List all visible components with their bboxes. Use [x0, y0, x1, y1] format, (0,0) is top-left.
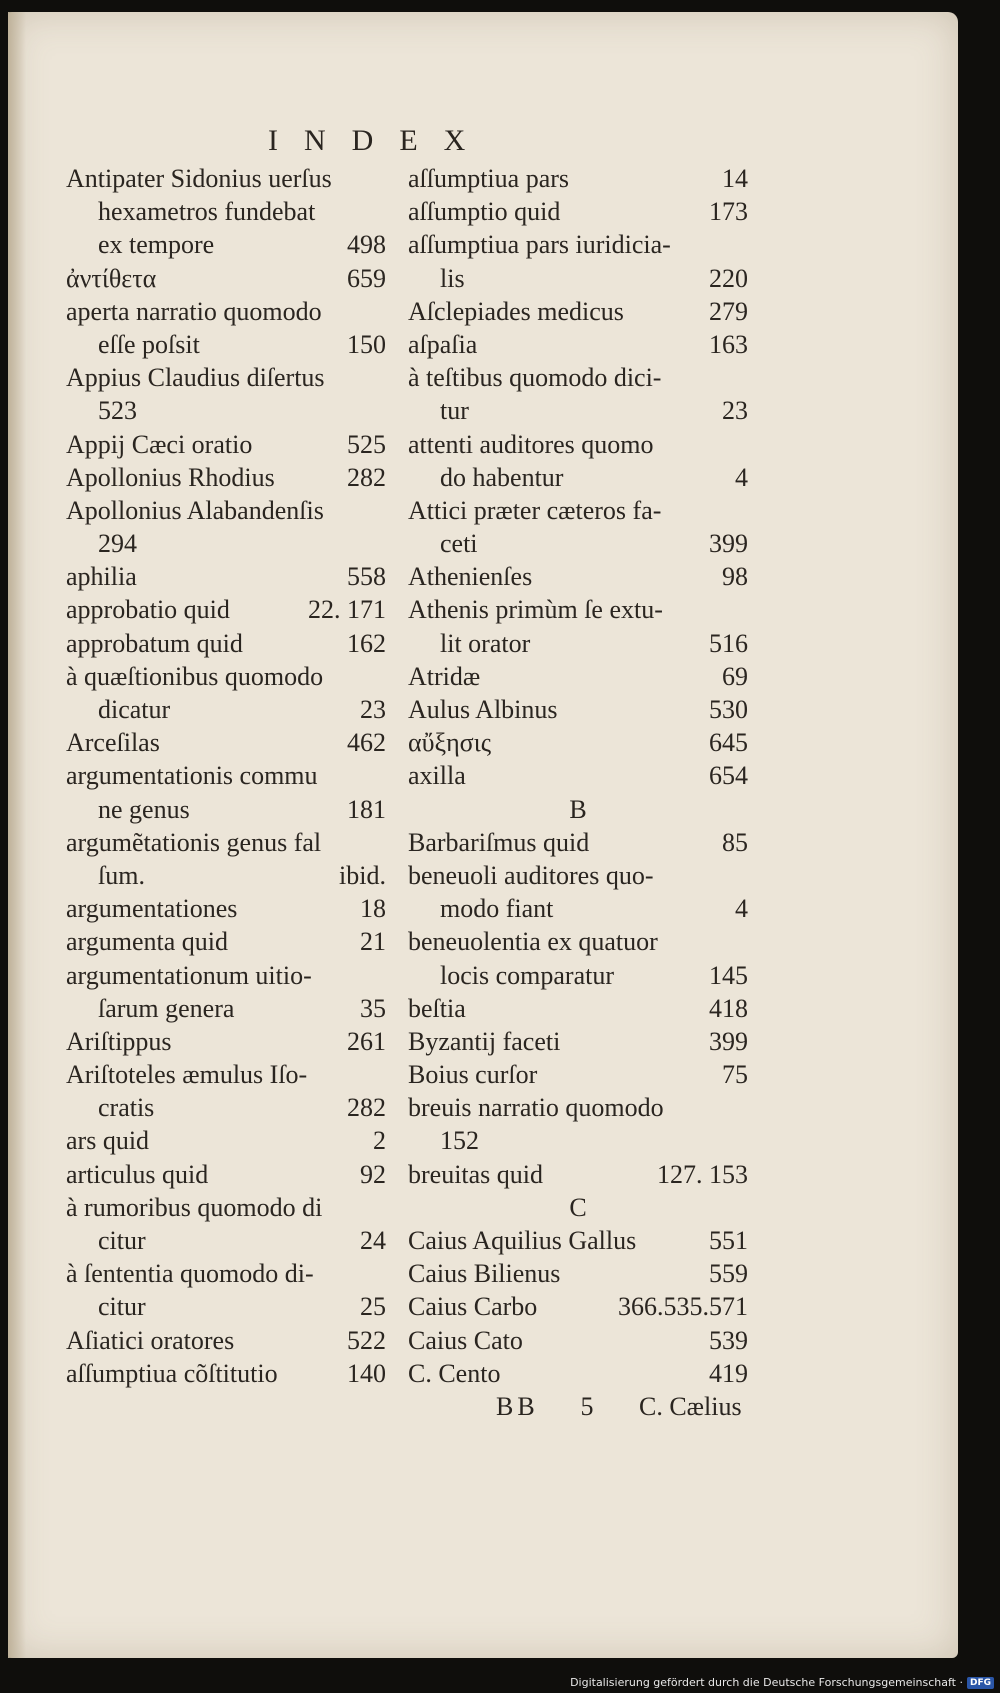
entry-page-number: 2: [373, 1126, 386, 1156]
entry-text: 152: [440, 1126, 479, 1156]
entry-page-number: 92: [360, 1159, 386, 1189]
index-entry: [408, 527, 748, 560]
entry-page-number: 163: [709, 329, 748, 359]
index-entry: [408, 1290, 748, 1323]
entry-text: axilla: [408, 761, 466, 791]
index-entry: [408, 1124, 748, 1157]
entry-page-number: 18: [360, 894, 386, 924]
index-entry: [408, 1224, 748, 1257]
entry-text: articulus quid: [66, 1159, 209, 1189]
index-entry: [408, 859, 748, 892]
index-entry: [66, 1091, 386, 1124]
index-entry: [66, 1290, 386, 1323]
entry-page-number: 530: [709, 695, 748, 724]
index-entry: [66, 759, 386, 792]
entry-text: ἀντίθετα: [66, 263, 157, 293]
entry-text: ſarum genera: [98, 993, 235, 1023]
index-entry: [408, 1324, 748, 1357]
entry-text: approbatio quid: [66, 595, 230, 625]
entry-page-number: 399: [709, 529, 748, 559]
entry-page-number: 220: [709, 263, 748, 293]
index-entry: [66, 162, 386, 195]
entry-text: breuitas quid: [408, 1159, 544, 1189]
index-entry: [408, 1025, 748, 1058]
entry-page-number: 98: [722, 562, 748, 592]
entry-text: à rumoribus quomodo di: [66, 1192, 323, 1222]
index-entry: [66, 328, 386, 361]
entry-page-number: 282: [347, 462, 386, 492]
entry-page-number: 127. 153: [657, 1159, 748, 1189]
entry-text: cratis: [98, 1093, 155, 1123]
entry-text: modo fiant: [440, 894, 554, 924]
page-header: INDEX: [268, 124, 492, 157]
book-page: [8, 12, 958, 1658]
index-entry: [408, 461, 748, 494]
entry-text: aſſumptiua pars: [408, 164, 570, 193]
index-entry: [66, 494, 386, 527]
entry-page-number: 25: [360, 1292, 386, 1322]
entry-page-number: 558: [347, 562, 386, 592]
entry-text: Athenis primùm ſe extu-: [408, 595, 663, 625]
entry-page-number: 173: [709, 197, 748, 227]
entry-page-number: 418: [709, 993, 748, 1023]
index-entry: [408, 1257, 748, 1290]
entry-text: Athenienſes: [408, 562, 533, 592]
entry-text: Aulus Albinus: [408, 695, 558, 724]
entry-text: aſſumptiua cõſtitutio: [66, 1358, 278, 1388]
entry-page-number: 75: [722, 1060, 748, 1090]
entry-text: ex tempore: [98, 230, 215, 260]
entry-text: argumentationes: [66, 894, 238, 924]
index-entry: [408, 494, 748, 527]
index-entry: [66, 1124, 386, 1157]
entry-page-number: 85: [722, 827, 748, 857]
entry-text: do habentur: [440, 462, 564, 492]
index-entry: [408, 826, 748, 859]
entry-text: à teſtibus quomodo dici-: [408, 363, 662, 393]
index-entry: [66, 461, 386, 494]
entry-page-number: 654: [709, 761, 748, 791]
entry-page-number: 516: [709, 628, 748, 658]
entry-text: aſſumptio quid: [408, 197, 561, 227]
index-entry: [408, 361, 748, 394]
entry-text: Ariſtoteles æmulus Iſo-: [66, 1060, 308, 1090]
index-column-right: [408, 162, 748, 1390]
index-entry: [66, 428, 386, 461]
index-entry: [66, 1191, 386, 1224]
entry-page-number: 14: [722, 164, 748, 193]
entry-text: Antipater Sidonius uerſus: [66, 164, 332, 193]
entry-text: C. Cento: [408, 1358, 501, 1388]
index-entry: [408, 1091, 748, 1124]
entry-text: Appij Cæci oratio: [66, 429, 253, 459]
page-gutter-shadow: [8, 12, 26, 1658]
entry-text: Appius Claudius diſertus: [66, 363, 325, 393]
index-entry: [408, 394, 748, 427]
index-entry: [408, 925, 748, 958]
entry-page-number: 181: [347, 794, 386, 824]
entry-page-number: 551: [709, 1226, 748, 1255]
entry-page-number: 399: [709, 1026, 748, 1056]
index-entry: [408, 992, 748, 1025]
index-entry: [66, 660, 386, 693]
index-entry: [66, 527, 386, 560]
index-entry: [408, 892, 748, 925]
index-entry: [408, 759, 748, 792]
entry-page-number: 539: [709, 1325, 748, 1355]
index-entry: [66, 726, 386, 759]
entry-text: ceti: [440, 529, 478, 559]
entry-text: ſum.: [98, 860, 145, 890]
entry-text: approbatum quid: [66, 628, 243, 658]
entry-text: beneuoli auditores quo-: [408, 860, 654, 890]
index-entry: [66, 228, 386, 261]
index-entry: [408, 295, 748, 328]
entry-text: C: [569, 1192, 587, 1222]
entry-page-number: 4: [735, 462, 748, 492]
catchword: C. Cælius: [639, 1392, 742, 1421]
entry-page-number: 498: [347, 230, 386, 260]
index-entry: [66, 262, 386, 295]
entry-text: beſtia: [408, 993, 466, 1023]
entry-page-number: 659: [347, 263, 386, 293]
entry-text: aſpaſia: [408, 329, 478, 359]
index-entry: [66, 394, 386, 427]
index-entry: [66, 1357, 386, 1390]
entry-text: eſſe poſsit: [98, 329, 200, 359]
entry-text: argumentationum uitio-: [66, 960, 312, 990]
digitization-credit: [570, 1676, 994, 1689]
entry-text: à ſententia quomodo di-: [66, 1259, 314, 1289]
index-entry: [408, 593, 748, 626]
entry-page-number: 23: [722, 396, 748, 426]
signature-mark: BB: [496, 1392, 539, 1421]
page-footer: [496, 1392, 746, 1422]
entry-text: B: [569, 794, 587, 824]
dfg-logo-icon: DFG: [967, 1677, 994, 1689]
entry-text: dicatur: [98, 695, 171, 724]
index-entry: [66, 1158, 386, 1191]
entry-text: Aſiatici oratores: [66, 1325, 235, 1355]
index-entry: [408, 726, 748, 759]
index-entry: [66, 826, 386, 859]
entry-text: Ariſtippus: [66, 1026, 172, 1056]
index-entry: [66, 560, 386, 593]
entry-text: ne genus: [98, 794, 190, 824]
index-letter-heading: [408, 1191, 748, 1224]
entry-text: Apollonius Rhodius: [66, 462, 275, 492]
entry-text: hexametros fundebat: [98, 197, 316, 227]
entry-page-number: 22. 171: [308, 595, 386, 625]
entry-text: locis comparatur: [440, 960, 614, 990]
index-entry: [66, 593, 386, 626]
entry-text: à quæſtionibus quomodo: [66, 661, 324, 691]
entry-text: argumenta quid: [66, 927, 228, 957]
entry-text: Caius Bilienus: [408, 1259, 561, 1289]
index-entry: [408, 1158, 748, 1191]
entry-page-number: 4: [735, 894, 748, 924]
index-entry: [66, 627, 386, 660]
entry-text: αὔξησις: [408, 728, 491, 758]
index-entry: [66, 1224, 386, 1257]
entry-text: aſſumptiua pars iuridicia-: [408, 230, 671, 260]
entry-text: lis: [440, 263, 465, 293]
entry-text: aperta narratio quomodo: [66, 296, 322, 326]
entry-page-number: ibid.: [339, 860, 386, 890]
index-entry: [408, 560, 748, 593]
index-entry: [66, 925, 386, 958]
entry-text: Arceſilas: [66, 728, 160, 758]
entry-text: attenti auditores quomo: [408, 429, 654, 459]
index-entry: [408, 162, 748, 195]
entry-page-number: 279: [709, 296, 748, 326]
index-entry: [66, 295, 386, 328]
entry-text: tur: [440, 396, 469, 426]
entry-text: citur: [98, 1292, 146, 1322]
entry-text: ars quid: [66, 1126, 150, 1156]
index-entry: [66, 859, 386, 892]
entry-page-number: 559: [709, 1259, 748, 1289]
entry-page-number: 525: [347, 429, 386, 459]
entry-page-number: 35: [360, 993, 386, 1023]
index-entry: [66, 793, 386, 826]
entry-page-number: 21: [360, 927, 386, 957]
signature-number: 5: [580, 1392, 594, 1421]
index-entry: [66, 1025, 386, 1058]
entry-text: Caius Carbo: [408, 1292, 538, 1322]
entry-page-number: 24: [360, 1226, 386, 1255]
index-entry: [66, 992, 386, 1025]
index-entry: [408, 262, 748, 295]
entry-text: breuis narratio quomodo: [408, 1093, 664, 1123]
entry-page-number: 462: [347, 728, 386, 758]
index-entry: [408, 1058, 748, 1091]
index-entry: [408, 959, 748, 992]
entry-text: Boius curſor: [408, 1060, 538, 1090]
index-entry: [408, 627, 748, 660]
index-entry: [408, 228, 748, 261]
entry-page-number: 150: [347, 329, 386, 359]
entry-text: 294: [98, 529, 137, 559]
entry-text: Caius Cato: [408, 1325, 523, 1355]
entry-text: Byzantij faceti: [408, 1026, 561, 1056]
index-entry: [66, 361, 386, 394]
entry-text: Atridæ: [408, 661, 481, 691]
index-entry: [66, 959, 386, 992]
entry-text: aphilia: [66, 562, 137, 592]
entry-page-number: 366.535.571: [618, 1292, 748, 1322]
entry-page-number: 162: [347, 628, 386, 658]
index-entry: [66, 693, 386, 726]
entry-text: beneuolentia ex quatuor: [408, 927, 658, 957]
index-entry: [66, 1257, 386, 1290]
index-entry: [66, 195, 386, 228]
index-letter-heading: [408, 793, 748, 826]
entry-text: Apollonius Alabandenſis: [66, 495, 324, 525]
index-column-left: [66, 162, 386, 1390]
entry-page-number: 140: [347, 1358, 386, 1388]
entry-text: lit orator: [440, 628, 531, 658]
entry-page-number: 69: [722, 661, 748, 691]
index-entry: [408, 1357, 748, 1390]
entry-page-number: 419: [709, 1358, 748, 1388]
entry-page-number: 282: [347, 1093, 386, 1123]
index-entry: [66, 892, 386, 925]
entry-text: citur: [98, 1226, 146, 1255]
entry-page-number: 23: [360, 695, 386, 724]
entry-text: argumẽtationis genus fal: [66, 827, 322, 857]
entry-page-number: 145: [709, 960, 748, 990]
entry-page-number: 522: [347, 1325, 386, 1355]
index-entry: [408, 195, 748, 228]
entry-text: Attici præter cæteros fa-: [408, 495, 662, 525]
index-entry: [66, 1324, 386, 1357]
entry-text: Caius Aquilius Gallus: [408, 1226, 637, 1255]
entry-text: Barbariſmus quid: [408, 827, 590, 857]
entry-page-number: 261: [347, 1026, 386, 1056]
entry-page-number: 645: [709, 728, 748, 758]
entry-text: 523: [98, 396, 137, 426]
index-entry: [408, 660, 748, 693]
index-entry: [408, 428, 748, 461]
credit-text: Digitalisierung gefördert durch die Deutsche Forschungsgemeinschaft ·: [570, 1676, 963, 1689]
index-entry: [408, 693, 748, 726]
entry-text: argumentationis commu: [66, 761, 318, 791]
index-entry: [408, 328, 748, 361]
index-entry: [66, 1058, 386, 1091]
entry-text: Aſclepiades medicus: [408, 296, 624, 326]
